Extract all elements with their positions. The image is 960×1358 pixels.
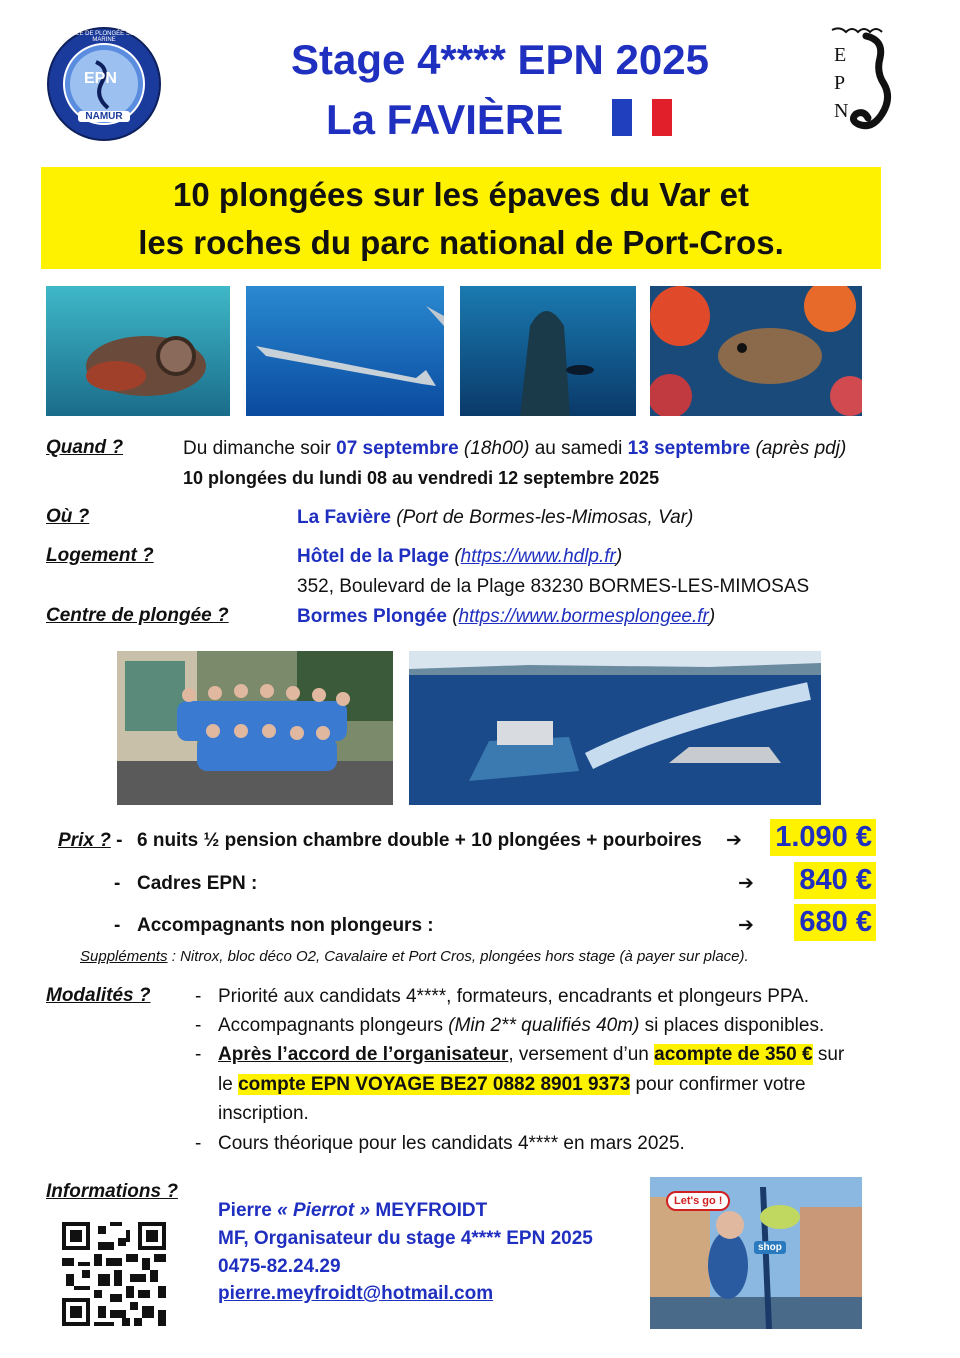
contact-role: MF, Organisateur du stage 4**** EPN 2025 <box>218 1228 593 1249</box>
dive-center-line <box>297 605 715 629</box>
contact-first-name: Pierre <box>218 1200 278 1221</box>
dive-center-link[interactable]: https://www.bormesplongee.fr <box>458 606 709 627</box>
logo-epn-seahorse <box>826 24 896 144</box>
modalite-3d: sur <box>812 1044 845 1065</box>
photo-grouper <box>650 286 862 416</box>
arrow-icon: ➔ <box>738 915 754 936</box>
hotel-link[interactable]: https://www.hdlp.fr <box>460 546 616 567</box>
contact-email-link[interactable]: pierre.meyfroidt@hotmail.com <box>218 1283 494 1304</box>
supplements-note <box>80 947 749 967</box>
qr-code-icon[interactable] <box>62 1222 166 1326</box>
modalite-dash-2: - <box>195 1015 202 1036</box>
bank-account: compte EPN VOYAGE BE27 0882 8901 9373 <box>238 1074 631 1095</box>
arrow-icon: ➔ <box>726 830 742 851</box>
page-title: Stage 4**** EPN 2025 <box>291 36 709 83</box>
label-when: Quand ? <box>46 437 124 458</box>
modalite-item-1: Priorité aux candidats 4****, formateurs, encadrants et plongeurs PPA. <box>218 986 810 1007</box>
when-text-d: au samedi <box>529 438 628 459</box>
banner-line-1: 10 plongées sur les épaves du Var et <box>173 176 749 213</box>
speech-bubble <box>666 1191 730 1211</box>
price-row-1-text: 6 nuits ½ pension chambre double + 10 plongées + pourboires <box>137 830 702 851</box>
start-date: 07 septembre <box>336 438 459 459</box>
speech-bubble-text: Let's go ! <box>674 1195 723 1207</box>
price-amount-2: 840 € <box>794 862 876 899</box>
shop-sign: shop <box>754 1241 786 1254</box>
headline-banner <box>41 167 881 269</box>
where-line <box>297 506 693 530</box>
contact-nickname: « Pierrot » <box>277 1200 371 1221</box>
logo-letter-e: E <box>834 44 847 66</box>
modalite-3g: pour confirmer votre <box>630 1074 806 1095</box>
logo-ring-text: ÉCOLE DE PLONGÉE SOUS-MARINE <box>63 31 145 43</box>
price-row-2-dash: - <box>114 873 121 894</box>
photo-group <box>117 651 393 805</box>
deposit-amount: acompte de 350 € <box>654 1044 813 1065</box>
photo-organizer <box>650 1177 862 1329</box>
modalite-dash-1: - <box>195 986 202 1007</box>
french-flag-icon <box>612 99 672 136</box>
modalite-3e: le <box>218 1074 239 1095</box>
modalite-2c: si places disponibles. <box>639 1015 825 1036</box>
center-paren-open: ( <box>446 606 459 627</box>
where-detail: (Port de Bormes-les-Mimosas, Var) <box>391 507 694 528</box>
hotel-paren-close: ) <box>615 546 623 567</box>
where-place: La Favière <box>297 507 391 528</box>
modalite-dash-4: - <box>195 1133 202 1154</box>
modalite-dash-3: - <box>195 1044 202 1065</box>
logo-letter-p: P <box>834 72 846 94</box>
modalite-item-3-line-1 <box>218 1043 844 1067</box>
modalite-item-4: Cours théorique pour les candidats 4**** en mars 2025. <box>218 1133 685 1154</box>
supplements-label: Suppléments <box>80 948 168 965</box>
banner-line-2: les roches du parc national de Port-Cros. <box>138 224 784 261</box>
page-subtitle: La FAVIÈRE <box>326 96 564 143</box>
hotel-paren-open: ( <box>449 546 461 567</box>
modalite-2a: Accompagnants plongeurs <box>218 1015 449 1036</box>
label-where: Où ? <box>46 506 90 527</box>
center-paren-close: ) <box>708 606 716 627</box>
supplements-text: : Nitrox, bloc déco O2, Cavalaire et Port Cros, plongées hors stage (à payer sur place). <box>167 948 749 965</box>
logo-center-text: EPN <box>84 70 117 87</box>
price-dash-main: - <box>110 830 123 851</box>
price-amount-3: 680 € <box>794 904 876 941</box>
hotel-name: Hôtel de la Plage <box>297 546 450 567</box>
arrow-icon: ➔ <box>738 873 754 894</box>
modalite-3a: Après l’accord de l’organisateur <box>218 1044 509 1065</box>
modalite-item-3-line-3: inscription. <box>218 1103 309 1124</box>
price-row-3-text: Accompagnants non plongeurs : <box>137 915 434 936</box>
price-row-3-dash: - <box>114 915 121 936</box>
photo-wreck <box>46 286 230 416</box>
price-row-1 <box>58 829 122 853</box>
end-date: 13 septembre <box>627 438 751 459</box>
photo-diver-wreck <box>460 286 636 416</box>
label-lodging: Logement ? <box>46 545 154 566</box>
when-line-2: 10 plongées du lundi 08 au vendredi 12 septembre 2025 <box>183 468 660 488</box>
end-note: (après pdj) <box>750 438 847 459</box>
label-informations: Informations ? <box>46 1181 178 1202</box>
contact-last-name: MEYFROIDT <box>370 1200 488 1221</box>
contact-phone[interactable]: 0475-82.24.29 <box>218 1256 341 1277</box>
hotel-address: 352, Boulevard de la Plage 83230 BORMES-LES-MIMOSAS <box>297 576 810 597</box>
start-time: (18h00) <box>458 438 530 459</box>
logo-bottom-text: NAMUR <box>78 111 130 122</box>
lodging-line <box>297 545 622 569</box>
dive-center-name: Bormes Plongée <box>297 606 447 627</box>
contact-name <box>218 1199 487 1223</box>
modalite-3b: , versement d’un <box>508 1044 655 1065</box>
photo-boats <box>409 651 821 805</box>
modalite-2b: (Min 2** qualifiés 40m) <box>448 1015 640 1036</box>
price-row-2-text: Cadres EPN : <box>137 873 258 894</box>
modalite-item-3-line-2 <box>218 1073 806 1097</box>
when-line-1 <box>183 437 846 461</box>
price-amount-1: 1.090 € <box>770 819 876 856</box>
photo-barracuda <box>246 286 444 416</box>
label-dive-center: Centre de plongée ? <box>46 605 229 626</box>
modalite-item-2 <box>218 1014 824 1038</box>
logo-letter-n: N <box>834 100 849 122</box>
label-modalites: Modalités ? <box>46 985 151 1006</box>
label-price: Prix ? <box>58 830 111 851</box>
when-text-a: Du dimanche soir <box>183 438 337 459</box>
